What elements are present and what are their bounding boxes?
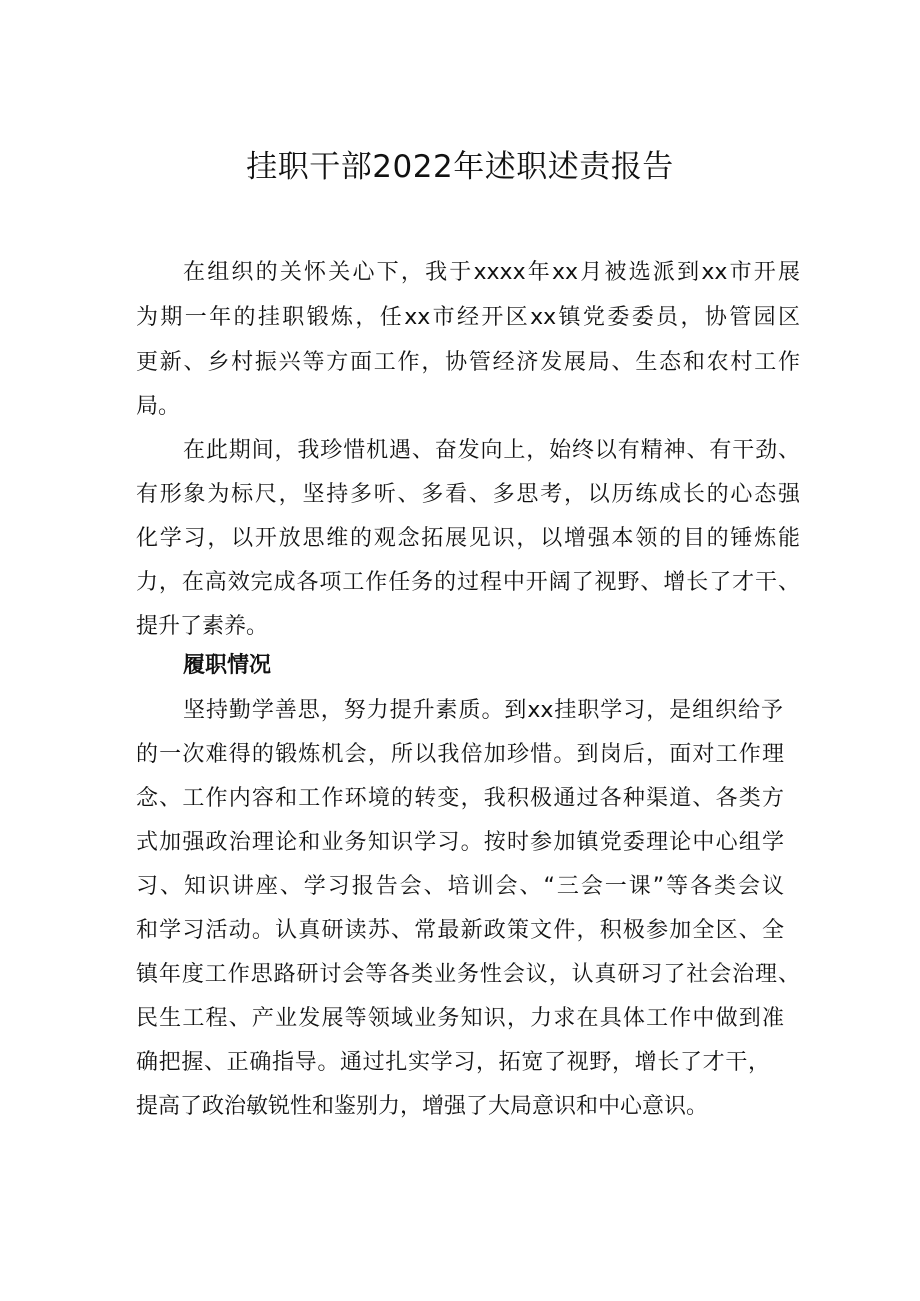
text-line: 在此期间，我珍惜机遇、奋发向上，始终以有精神、有干劲、 bbox=[183, 438, 800, 463]
text-line: 力，在高效完成各项工作任务的过程中开阔了视野、增长了才干、 bbox=[136, 570, 800, 595]
text-line: 式加强政治理论和业务知识学习。按时参加镇党委理论中心组学 bbox=[136, 830, 784, 855]
document-title: 挂职干部2022年述职述责报告 bbox=[246, 149, 674, 185]
text-line: 的一次难得的锻炼机会，所以我倍加珍惜。到岗后，面对工作理 bbox=[136, 742, 784, 767]
text-line: 提高了政治敏锐性和鉴别力，增强了大局意识和中心意识。 bbox=[136, 1094, 709, 1119]
text-line: 提升了素养。 bbox=[136, 614, 269, 639]
text-line: 习、知识讲座、学习报告会、培训会、“三会一课”等各类会议 bbox=[136, 874, 785, 899]
text-line: 确把握、正确指导。通过扎实学习，拓宽了视野，增长了才干， bbox=[136, 1050, 770, 1075]
text-line: 和学习活动。认真研读苏、常最新政策文件，积极参加全区、全 bbox=[136, 918, 784, 943]
section-heading: 履职情况 bbox=[183, 653, 272, 678]
text-line: 民生工程、产业发展等领域业务知识，力求在具体工作中做到准 bbox=[136, 1006, 784, 1031]
text-line: 有形象为标尺，坚持多听、多看、多思考，以历练成长的心态强 bbox=[136, 482, 800, 507]
text-line: 化学习，以开放思维的观念拓展见识，以增强本领的目的锤炼能 bbox=[136, 526, 800, 551]
text-line: 念、工作内容和工作环境的转变，我积极通过各种渠道、各类方 bbox=[136, 786, 784, 811]
text-line: 为期一年的挂职锻炼，任xx市经开区xx镇党委委员，协管园区 bbox=[136, 305, 800, 330]
text-line: 镇年度工作思路研讨会等各类业务性会议，认真研习了社会治理、 bbox=[136, 962, 800, 987]
text-line: 局。 bbox=[136, 394, 181, 419]
text-line: 更新、乡村振兴等方面工作，协管经济发展局、生态和农村工作 bbox=[136, 350, 800, 375]
text-line: 在组织的关怀关心下，我于xxxx年xx月被选派到xx市开展 bbox=[183, 260, 800, 285]
text-line: 坚持勤学善思，努力提升素质。到xx挂职学习，是组织给予 bbox=[183, 698, 783, 723]
